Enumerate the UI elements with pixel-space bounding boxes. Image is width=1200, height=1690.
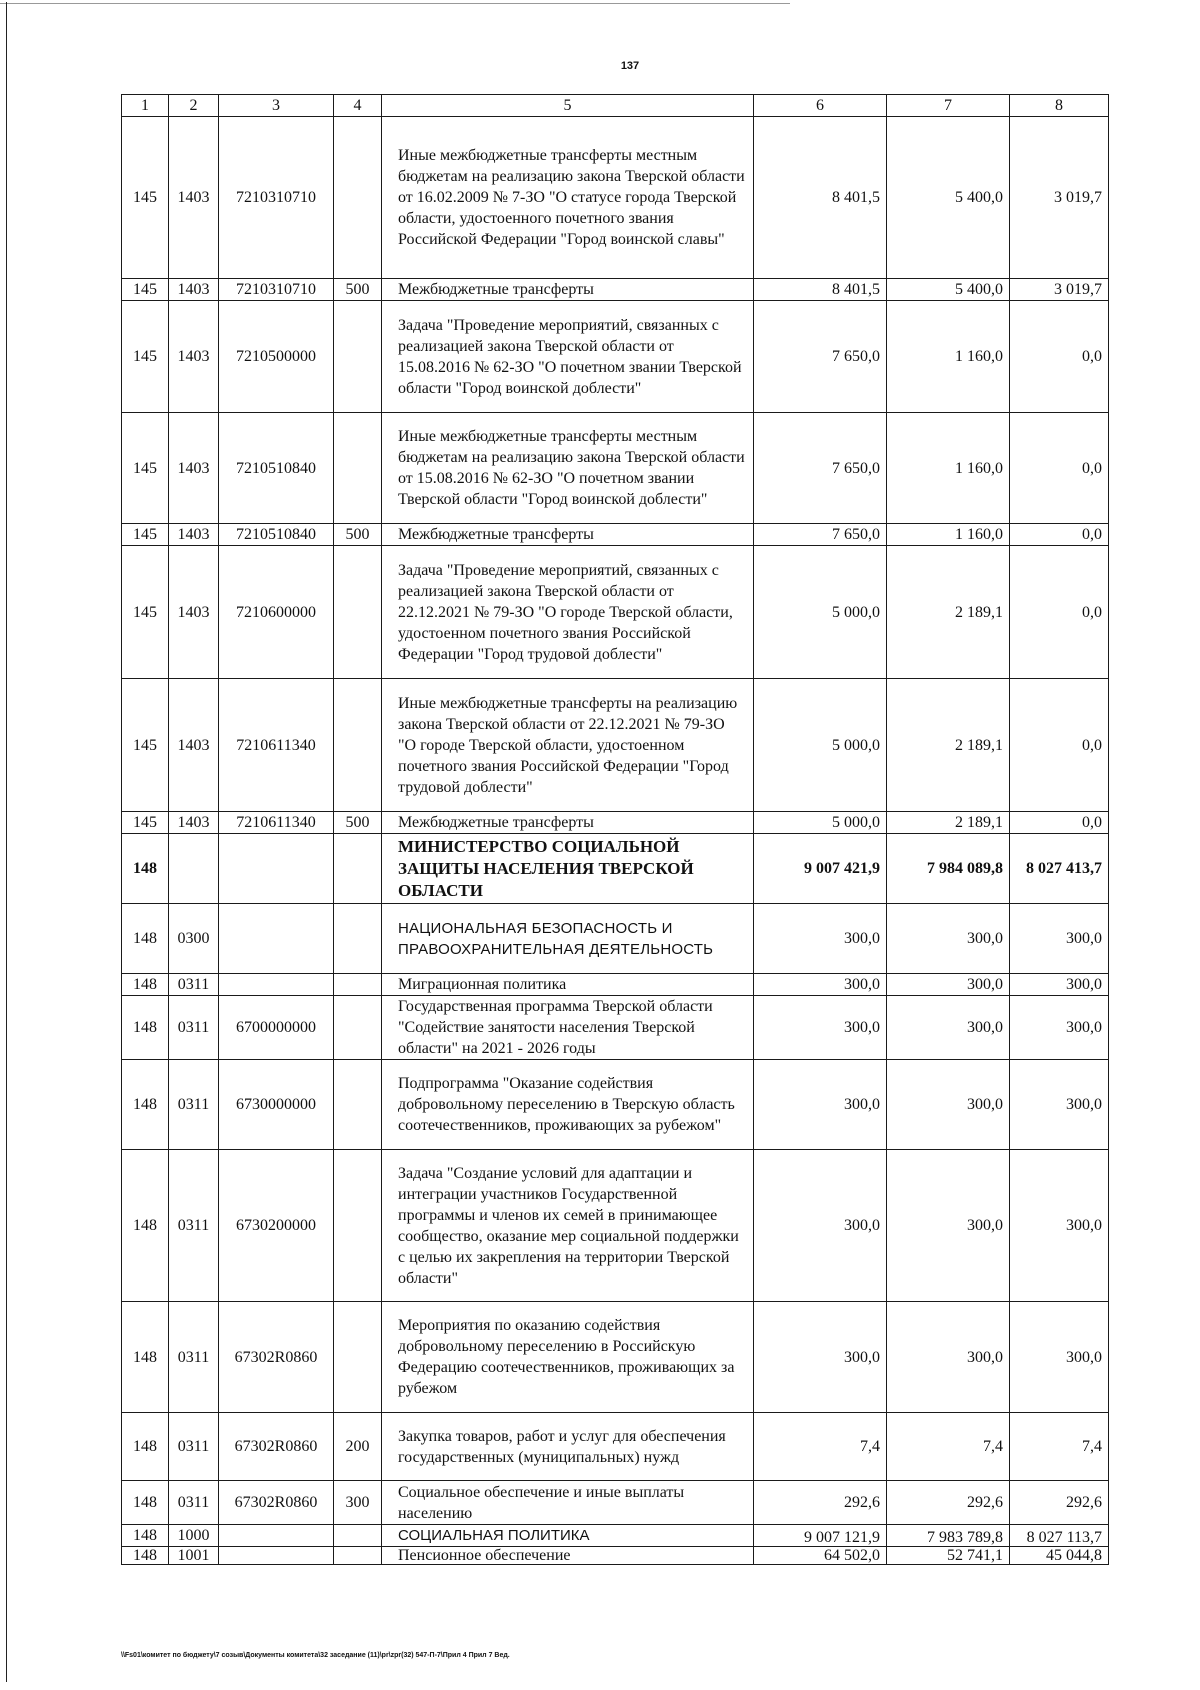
table-row [122,546,1109,679]
cell-amount-col7: 300,0 [887,1150,1010,1302]
cell-amount-col8: 292,6 [1010,1481,1109,1525]
cell-expense-type [334,834,382,904]
cell-amount-col6: 300,0 [754,996,887,1060]
cell-section-code: 1403 [169,279,219,301]
cell-description: МИНИСТЕРСТВО СОЦИАЛЬНОЙ ЗАЩИТЫ НАСЕЛЕНИЯ ТВЕРСКОЙ ОБЛАСТИ [382,834,754,904]
cell-amount-col6: 7 650,0 [754,301,887,413]
cell-amount-col6: 7 650,0 [754,413,887,524]
cell-amount-col6: 300,0 [754,904,887,974]
table-row [122,834,1109,904]
cell-description: НАЦИОНАЛЬНАЯ БЕЗОПАСНОСТЬ И ПРАВООХРАНИТЕЛЬНАЯ ДЕЯТЕЛЬНОСТЬ [382,904,754,974]
cell-target-code: 7210611340 [219,679,334,812]
cell-target-code: 6730000000 [219,1060,334,1150]
cell-expense-type [334,996,382,1060]
cell-amount-col7: 1 160,0 [887,301,1010,413]
header-cell: 5 [382,95,754,117]
cell-amount-col7: 5 400,0 [887,117,1010,279]
cell-target-code: 7210310710 [219,279,334,301]
cell-admin-code: 145 [122,524,169,546]
cell-admin-code: 145 [122,546,169,679]
cell-amount-col7: 292,6 [887,1481,1010,1525]
table-row [122,1060,1109,1150]
cell-expense-type [334,546,382,679]
cell-amount-col7: 300,0 [887,1060,1010,1150]
cell-admin-code: 148 [122,1525,169,1547]
cell-section-code: 0311 [169,1150,219,1302]
cell-section-code: 1403 [169,413,219,524]
cell-amount-col6: 5 000,0 [754,812,887,834]
cell-amount-col7: 2 189,1 [887,812,1010,834]
table-row [122,1525,1109,1547]
cell-expense-type [334,413,382,524]
cell-section-code: 0311 [169,1302,219,1413]
cell-amount-col6: 8 401,5 [754,117,887,279]
cell-admin-code: 148 [122,974,169,996]
cell-section-code: 1403 [169,546,219,679]
cell-description: Закупка товаров, работ и услуг для обеспечения государственных (муниципальных) нужд [382,1413,754,1481]
cell-admin-code: 148 [122,1150,169,1302]
cell-amount-col8: 300,0 [1010,996,1109,1060]
cell-amount-col8: 0,0 [1010,413,1109,524]
cell-amount-col7: 300,0 [887,996,1010,1060]
header-cell: 6 [754,95,887,117]
cell-target-code [219,834,334,904]
cell-amount-col6: 5 000,0 [754,546,887,679]
cell-admin-code: 148 [122,1413,169,1481]
cell-expense-type [334,974,382,996]
cell-admin-code: 145 [122,301,169,413]
cell-amount-col8: 0,0 [1010,524,1109,546]
cell-description: Мероприятия по оказанию содействия добровольному переселению в Российскую Федерацию соотечественников, проживающих за рубежом [382,1302,754,1413]
cell-admin-code: 145 [122,812,169,834]
header-cell: 7 [887,95,1010,117]
cell-target-code: 67302R0860 [219,1302,334,1413]
cell-admin-code: 148 [122,1547,169,1565]
table-row [122,1547,1109,1565]
cell-amount-col7: 300,0 [887,904,1010,974]
cell-target-code: 7210310710 [219,117,334,279]
cell-target-code [219,1525,334,1547]
cell-target-code: 7210500000 [219,301,334,413]
cell-amount-col7: 300,0 [887,974,1010,996]
table-row [122,996,1109,1060]
cell-section-code: 0311 [169,1060,219,1150]
cell-section-code: 1001 [169,1547,219,1565]
cell-section-code: 1403 [169,812,219,834]
cell-amount-col8: 0,0 [1010,679,1109,812]
cell-amount-col7: 7 983 789,8 [887,1525,1010,1547]
table-row [122,413,1109,524]
cell-description: Иные межбюджетные трансферты на реализацию закона Тверской области от 22.12.2021 № 79-ЗО "О городе Тверской области, удостоенном почетного звания Российской Федерации "Город трудовой доблести" [382,679,754,812]
cell-expense-type [334,904,382,974]
cell-amount-col7: 7,4 [887,1413,1010,1481]
cell-target-code: 7210510840 [219,524,334,546]
page-number: 137 [620,60,640,72]
cell-target-code: 7210611340 [219,812,334,834]
cell-amount-col7: 7 984 089,8 [887,834,1010,904]
cell-amount-col6: 7,4 [754,1413,887,1481]
header-cell: 1 [122,95,169,117]
table-header-row [122,95,1109,117]
cell-admin-code: 148 [122,996,169,1060]
cell-description: Пенсионное обеспечение [382,1547,754,1565]
cell-description: Миграционная политика [382,974,754,996]
cell-section-code: 0311 [169,996,219,1060]
cell-description: СОЦИАЛЬНАЯ ПОЛИТИКА [382,1525,754,1547]
cell-section-code: 0311 [169,1481,219,1525]
cell-expense-type [334,1302,382,1413]
table-row [122,301,1109,413]
cell-amount-col8: 8 027 113,7 [1010,1525,1109,1547]
cell-amount-col6: 300,0 [754,974,887,996]
header-cell: 3 [219,95,334,117]
table-row [122,1302,1109,1413]
cell-description: Межбюджетные трансферты [382,279,754,301]
cell-target-code [219,974,334,996]
table-row [122,117,1109,279]
cell-section-code: 0300 [169,904,219,974]
cell-amount-col6: 300,0 [754,1150,887,1302]
cell-expense-type [334,1547,382,1565]
cell-amount-col6: 300,0 [754,1302,887,1413]
cell-description: Иные межбюджетные трансферты местным бюджетам на реализацию закона Тверской области от 15.08.2016 № 62-ЗО "О почетном звании Тверской области "Город воинской доблести" [382,413,754,524]
table-row [122,279,1109,301]
cell-admin-code: 145 [122,279,169,301]
cell-description: Государственная программа Тверской области "Содействие занятости населения Тверской области" на 2021 - 2026 годы [382,996,754,1060]
cell-amount-col8: 300,0 [1010,1302,1109,1413]
cell-amount-col6: 9 007 421,9 [754,834,887,904]
header-cell: 8 [1010,95,1109,117]
cell-target-code [219,904,334,974]
cell-description: Задача "Создание условий для адаптации и интеграции участников Государственной программы и членов их семей в принимающее сообщество, оказание мер социальной поддержки с целью их закрепления на территории Тверской области" [382,1150,754,1302]
cell-section-code: 1403 [169,117,219,279]
cell-amount-col6: 64 502,0 [754,1547,887,1565]
cell-amount-col7: 2 189,1 [887,546,1010,679]
cell-amount-col7: 5 400,0 [887,279,1010,301]
cell-description: Социальное обеспечение и иные выплаты населению [382,1481,754,1525]
table-row [122,812,1109,834]
cell-amount-col7: 52 741,1 [887,1547,1010,1565]
cell-expense-type [334,1150,382,1302]
cell-amount-col6: 300,0 [754,1060,887,1150]
cell-target-code: 6700000000 [219,996,334,1060]
cell-expense-type [334,1060,382,1150]
cell-amount-col8: 3 019,7 [1010,117,1109,279]
table-row [122,679,1109,812]
cell-description: Подпрограмма "Оказание содействия добровольному переселению в Тверскую область соотечественников, проживающих за рубежом" [382,1060,754,1150]
cell-amount-col8: 8 027 413,7 [1010,834,1109,904]
cell-target-code: 7210510840 [219,413,334,524]
cell-expense-type: 500 [334,524,382,546]
cell-amount-col8: 300,0 [1010,904,1109,974]
cell-amount-col8: 0,0 [1010,546,1109,679]
cell-target-code: 6730200000 [219,1150,334,1302]
table-row [122,1413,1109,1481]
cell-amount-col6: 9 007 121,9 [754,1525,887,1547]
cell-description: Задача "Проведение мероприятий, связанных с реализацией закона Тверской области от 15.08.2016 № 62-ЗО "О почетном звании Тверской области "Город воинской доблести" [382,301,754,413]
cell-admin-code: 148 [122,904,169,974]
cell-section-code [169,834,219,904]
cell-amount-col8: 3 019,7 [1010,279,1109,301]
cell-amount-col7: 2 189,1 [887,679,1010,812]
cell-target-code [219,1547,334,1565]
cell-target-code: 7210600000 [219,546,334,679]
cell-description: Межбюджетные трансферты [382,812,754,834]
cell-admin-code: 148 [122,1060,169,1150]
cell-section-code: 1403 [169,679,219,812]
table-row [122,524,1109,546]
cell-expense-type: 500 [334,279,382,301]
cell-target-code: 67302R0860 [219,1481,334,1525]
cell-admin-code: 145 [122,413,169,524]
cell-amount-col6: 5 000,0 [754,679,887,812]
cell-amount-col8: 300,0 [1010,1150,1109,1302]
scan-left-edge [6,2,7,1682]
cell-description: Задача "Проведение мероприятий, связанных с реализацией закона Тверской области от 22.12.2021 № 79-ЗО "О городе Тверской области, удостоенном почетного звания Российской Федерации "Город трудовой доблести" [382,546,754,679]
cell-description: Межбюджетные трансферты [382,524,754,546]
cell-admin-code: 148 [122,1481,169,1525]
cell-amount-col8: 0,0 [1010,301,1109,413]
cell-expense-type [334,301,382,413]
footer-file-path: \\Fs01\комитет по бюджету\7 созыв\Документы комитета\32 заседание (11)\pr\zpr(32) 547-П-7\Прил 4 Прил 7 Вед. [121,1652,510,1659]
cell-target-code: 67302R0860 [219,1413,334,1481]
cell-amount-col8: 0,0 [1010,812,1109,834]
cell-section-code: 1403 [169,524,219,546]
cell-amount-col6: 7 650,0 [754,524,887,546]
cell-expense-type: 500 [334,812,382,834]
cell-amount-col8: 300,0 [1010,974,1109,996]
table-row [122,904,1109,974]
table-row [122,1150,1109,1302]
header-cell: 2 [169,95,219,117]
cell-section-code: 0311 [169,974,219,996]
cell-section-code: 0311 [169,1413,219,1481]
table-row [122,974,1109,996]
cell-expense-type: 300 [334,1481,382,1525]
cell-admin-code: 148 [122,1302,169,1413]
header-cell: 4 [334,95,382,117]
cell-description: Иные межбюджетные трансферты местным бюджетам на реализацию закона Тверской области от 16.02.2009 № 7-ЗО "О статусе города Тверской области, удостоенного почетного звания Российской Федерации "Город воинской славы" [382,117,754,279]
cell-expense-type: 200 [334,1413,382,1481]
cell-amount-col8: 45 044,8 [1010,1547,1109,1565]
table-row [122,1481,1109,1525]
cell-expense-type [334,117,382,279]
cell-admin-code: 145 [122,679,169,812]
cell-amount-col7: 1 160,0 [887,524,1010,546]
cell-admin-code: 148 [122,834,169,904]
cell-amount-col8: 7,4 [1010,1413,1109,1481]
cell-amount-col7: 1 160,0 [887,413,1010,524]
cell-expense-type [334,679,382,812]
cell-admin-code: 145 [122,117,169,279]
cell-section-code: 1000 [169,1525,219,1547]
cell-amount-col7: 300,0 [887,1302,1010,1413]
cell-section-code: 1403 [169,301,219,413]
budget-table [121,94,1109,1565]
cell-amount-col6: 8 401,5 [754,279,887,301]
cell-expense-type [334,1525,382,1547]
cell-amount-col8: 300,0 [1010,1060,1109,1150]
cell-amount-col6: 292,6 [754,1481,887,1525]
scan-top-line [0,3,790,4]
